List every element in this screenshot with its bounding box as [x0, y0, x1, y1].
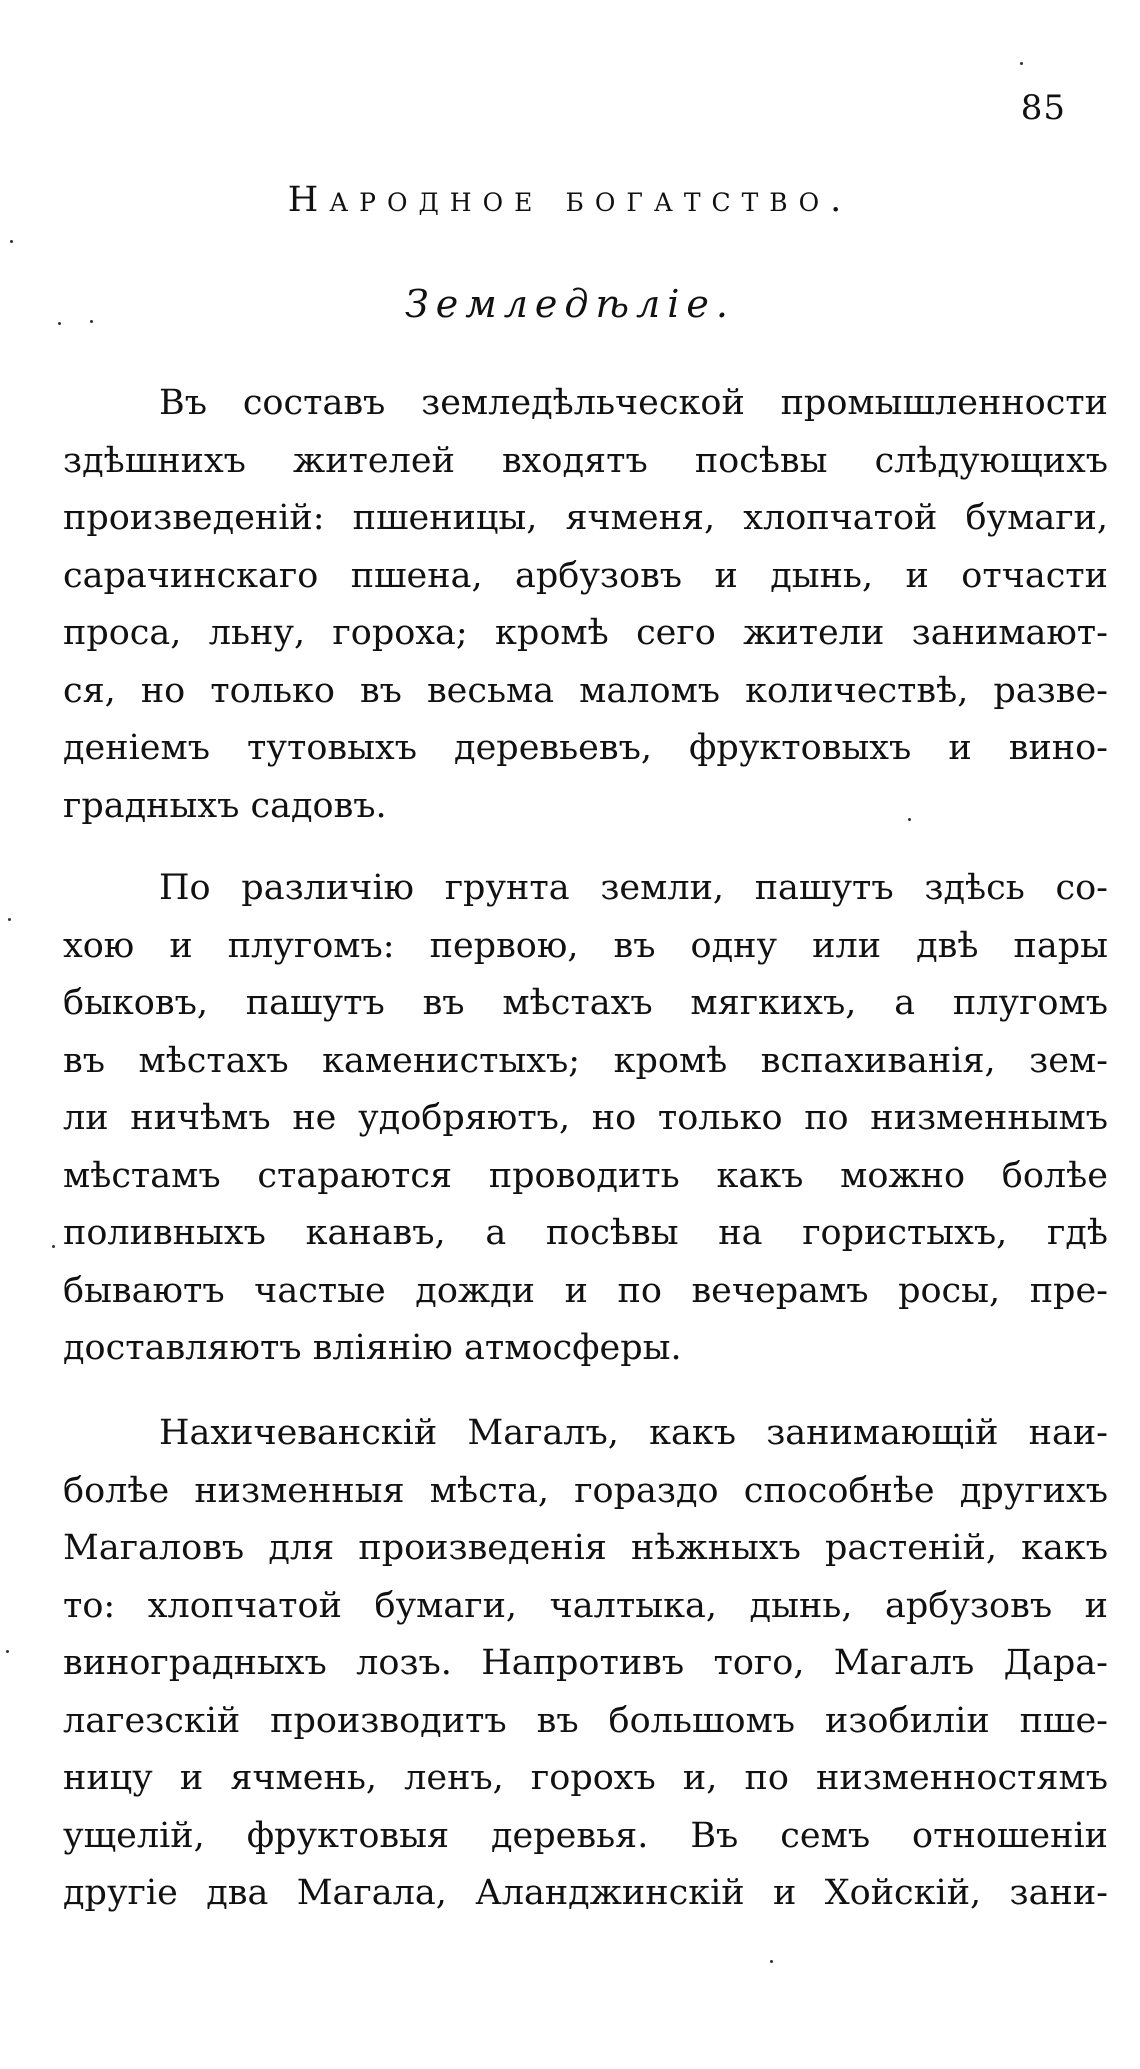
text-line: бываютъ частые дожди и по вечерамъ росы, пре-	[63, 1270, 1108, 1311]
paragraph-2	[63, 860, 1108, 1378]
paragraph-3	[63, 1405, 1108, 1923]
text-line: другiе два Магала, Аланджинскiй и Хойскiй, зани-	[63, 1873, 1108, 1913]
scan-speck	[8, 918, 11, 921]
text-line: ущелiй, фруктовыя деревья. Въ семъ отношенiи	[63, 1815, 1108, 1856]
text-line: ся, но только въ весьма маломъ количествѣ, разве-	[63, 670, 1108, 711]
text-line: проса, льну, гороха; кромѣ сего жители занимают-	[63, 613, 1108, 653]
text-line: въ мѣстахъ каменистыхъ; кромѣ вспахиванiя, зем-	[63, 1040, 1108, 1081]
paragraph-1	[63, 375, 1108, 835]
text-line: Магаловъ для произведенiя нѣжныхъ растенiй, какъ	[63, 1528, 1108, 1568]
page-number: 85	[1020, 88, 1066, 128]
text-line: произведенiй: пшеницы, ячменя, хлопчатой бумаги,	[63, 498, 1108, 538]
text-line: то: хлопчатой бумаги, чалтыка, дынь, арбузовъ и	[63, 1585, 1108, 1626]
scan-speck	[1020, 62, 1023, 65]
text-line: быковъ, пашутъ въ мѣстахъ мягкихъ, а плугомъ	[63, 983, 1108, 1023]
text-line: По различiю грунта земли, пашутъ здѣсь со-	[159, 868, 1108, 908]
scan-speck	[90, 320, 93, 323]
text-line: здѣшнихъ жителей входятъ посѣвы слѣдующихъ	[63, 440, 1108, 481]
text-line: лагезскiй производитъ въ большомъ изобилiи пше-	[63, 1700, 1108, 1741]
text-line: доставляютъ влiянiю атмосферы.	[63, 1328, 682, 1368]
text-line: градныхъ садовъ.	[63, 785, 387, 826]
text-line: ли ничѣмъ не удобряютъ, но только по низменнымъ	[63, 1098, 1108, 1138]
text-line: хою и плугомъ: первою, въ одну или двѣ пары	[63, 925, 1108, 966]
scan-speck	[52, 1245, 55, 1248]
scan-speck	[58, 322, 61, 325]
scan-speck	[908, 818, 911, 821]
subsection-title: Земледѣлiе.	[405, 282, 735, 326]
scan-speck	[770, 1960, 773, 1963]
text-line: поливныхъ канавъ, а посѣвы на гористыхъ, гдѣ	[63, 1213, 1108, 1253]
scan-speck	[10, 240, 13, 243]
text-line: Въ составъ земледѣльческой промышленности	[159, 383, 1108, 423]
text-line: денiемъ тутовыхъ деревьевъ, фруктовыхъ и вино-	[63, 728, 1108, 768]
section-title: Народное богатство.	[287, 180, 853, 220]
scan-speck	[6, 1650, 9, 1653]
text-line: сарачинскаго пшена, арбузовъ и дынь, и отчасти	[63, 555, 1108, 596]
text-line: мѣстамъ стараются проводить какъ можно болѣе	[63, 1155, 1108, 1196]
text-line: виноградныхъ лозъ. Напротивъ того, Магалъ Дара-	[63, 1643, 1108, 1683]
text-line: болѣе низменныя мѣста, гораздо способнѣе другихъ	[63, 1470, 1108, 1511]
text-line: Нахичеванскiй Магалъ, какъ занимающiй наи-	[159, 1413, 1108, 1453]
text-line: ницу и ячмень, ленъ, горохъ и, по низменностямъ	[63, 1758, 1108, 1798]
